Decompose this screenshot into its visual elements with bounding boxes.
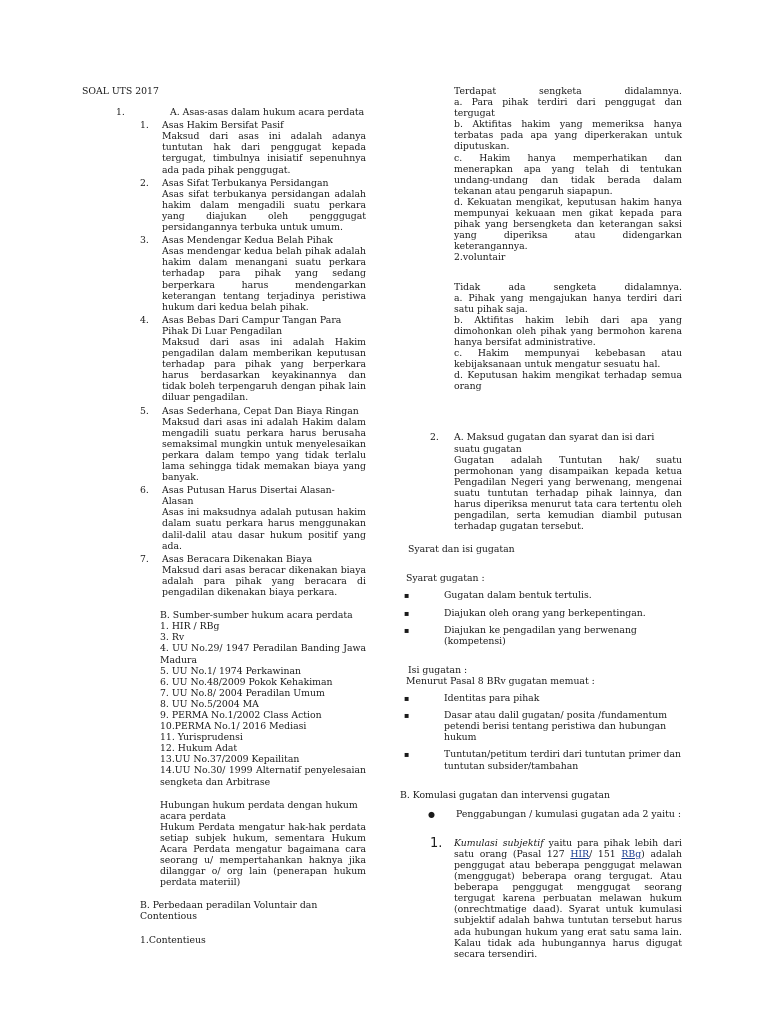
- sumber-item: 1. HIR / RBg: [160, 621, 220, 633]
- asas-item: [82, 485, 366, 552]
- asas-text: Maksud dari asas ini adalah adanya tuntutan hak dari penggugat kepada tergugat, timbulnya inisiatif sepenuhnya ada pada pihak penggugat.: [162, 131, 366, 176]
- word: didalamnya.: [624, 86, 682, 97]
- isi-sub: Menurut Pasal 8 BRv gugatan memuat :: [406, 675, 595, 687]
- asas-number: 2.: [140, 177, 149, 189]
- kumulasi-item: [400, 835, 683, 960]
- asas-body: [162, 554, 366, 598]
- isi-item: [400, 710, 682, 743]
- terdapat-line: [454, 86, 682, 97]
- bullet-icon: ▪: [404, 591, 410, 601]
- ciri-contentious-list: [454, 97, 682, 252]
- perbedaan-heading: B. Perbedaan peradilan Voluntair dan Contentious: [140, 900, 318, 923]
- sumber-item: 11. Yurisprudensi: [160, 732, 243, 744]
- asas-item: [82, 406, 366, 484]
- word: sengketa: [553, 281, 597, 293]
- bullet-icon: ▪: [404, 711, 410, 721]
- asas-text: Maksud dari asas ini adalah Hakim dalam mengadili suatu perkara harus berusaha semaksimal mungkin untuk menyelesaikan perkara dalam tempo yang tidak terlalu lama sehingga tidak memakan biaya yang banyak.: [162, 416, 366, 484]
- asas-text: Asas mendengar kedua belah pihak adalah hakim dalam menangani suatu perkara terhadap para pihak yang sedang berperkara harus mendengarkan keterangan tentang terjadinya peristiwa hukum dari kedua belah pihak.: [162, 246, 366, 313]
- isi-list: [400, 693, 682, 772]
- section-heading: A. Maksud gugatan dan syarat dan isi dari suatu gugatan: [454, 432, 655, 455]
- ciri-item: a. Pihak yang mengajukan hanya terdiri dari satu pihak saja.: [454, 292, 682, 315]
- isi-item: [400, 749, 682, 771]
- asas-number: 1.: [140, 120, 149, 132]
- bullet-icon: ▪: [404, 694, 410, 704]
- right-column: [400, 86, 682, 960]
- ciri-item: c. Hakim mempunyai kebebasan atau kebijaksanaan untuk mengatur sesuatu hal.: [454, 348, 682, 371]
- sumber-item: 12. Hukum Adat: [160, 743, 238, 755]
- kumulasi-text: [454, 838, 682, 960]
- kumulasi-term: Kumulasi subjektif: [454, 837, 544, 849]
- asas-name: Asas Sederhana, Cepat Dan Biaya Ringan: [162, 405, 359, 417]
- asas-name: Asas Putusan Harus Disertai Alasan-Alasan: [162, 485, 335, 508]
- asas-name: Asas Sifat Terbukanya Persidangan: [162, 177, 329, 189]
- sumber-item: 3. Rv: [160, 632, 185, 644]
- asas-body: [162, 406, 366, 484]
- sumber-item: 7. UU No.8/ 2004 Peradilan Umum: [160, 687, 325, 699]
- asas-number: 4.: [140, 314, 149, 326]
- syarat-item-text: Diajukan ke pengadilan yang berwenang (kompetensi): [444, 624, 637, 647]
- asas-body: [162, 120, 366, 175]
- asas-text: Maksud dari asas ini adalah Hakim pengadilan dalam memberikan keputusan terhadap para pihak yang berperkara harus berdasarkan keyakinannya dan tidak boleh terpengaruh dengan pihak lain diluar pengadilan.: [162, 336, 366, 404]
- hubungan-heading: Hubungan hukum perdata dengan hukum acara perdata: [160, 799, 358, 822]
- sumber-item: 9. PERMA No.1/2002 Class Action: [160, 709, 322, 721]
- asas-item: [82, 178, 366, 233]
- kumulasi-number: 1.: [430, 835, 443, 851]
- syarat-item: [400, 608, 682, 619]
- syarat-list: [400, 590, 682, 646]
- asas-name: Asas Bebas Dari Campur Tangan Para Pihak Di Luar Pengadilan: [162, 314, 342, 337]
- asas-body: [162, 235, 366, 313]
- ciri-voluntair-list: [454, 293, 682, 393]
- ciri-item: d. Keputusan hakim mengikat terhadap semua orang: [454, 370, 682, 393]
- asas-body: [162, 178, 366, 233]
- isi-item-text: Dasar atau dalil gugatan/ posita /fundamentum petendi berisi tentang peristiwa dan hubungan hukum: [444, 710, 668, 744]
- sumber-item: 13.UU No.37/2009 Kepailitan: [160, 754, 300, 766]
- tidak-ada-line: [454, 282, 682, 293]
- syarat-item: [400, 590, 682, 601]
- asas-name: Asas Beracara Dikenakan Biaya: [162, 553, 313, 565]
- bullet-icon: ▪: [404, 750, 410, 760]
- penggabungan-text: Penggabungan / kumulasi gugatan ada 2 yaitu :: [456, 808, 681, 820]
- contentious-label: 1.Contentieus: [140, 934, 206, 946]
- asas-number: 7.: [140, 553, 149, 565]
- asas-text: Asas ini maksudnya adalah putusan hakim dalam suatu perkara harus menggunakan dalil-dalil atau dasar hukum positif yang ada.: [162, 507, 366, 552]
- document-title: SOAL UTS 2017: [82, 86, 159, 97]
- sumber-item: 8. UU No.5/2004 MA: [160, 698, 259, 710]
- syarat-item-text: Diajukan oleh orang yang berkepentingan.: [444, 607, 646, 619]
- asas-item: [82, 554, 366, 598]
- bullet-icon: ▪: [404, 608, 410, 618]
- isi-item-text: Identitas para pihak: [444, 693, 540, 705]
- section-2-heading: [400, 432, 682, 454]
- hubungan-section: [82, 800, 366, 889]
- hir-link[interactable]: HIR: [570, 848, 590, 860]
- ciri-item: a. Para pihak terdiri dari penggugat dan tergugat: [454, 97, 682, 120]
- word: sengketa: [539, 86, 582, 97]
- ciri-item: b. Aktifitas hakim yang memeriksa hanya terbatas pada apa yang diperkerakan untuk diputuskan.: [454, 119, 682, 153]
- ciri-item: d. Kekuatan mengikat, keputusan hakim hanya mempunyai kekuaan men gikat kepada para pihak yang bersengketa dan keterangan saksi yang diperiksa atau didengarkan keterangannya.: [454, 196, 682, 253]
- isi-item: [400, 693, 682, 704]
- section-1-heading: [82, 107, 366, 118]
- sumber-list: [160, 621, 366, 787]
- bullet-icon: ▪: [404, 625, 410, 635]
- word: ada: [508, 281, 526, 293]
- word: Terdapat: [454, 86, 497, 97]
- contentious-block: [400, 86, 682, 392]
- asas-number: 5.: [140, 405, 149, 417]
- asas-number: 3.: [140, 235, 149, 247]
- asas-item: [82, 315, 366, 404]
- sumber-section: [82, 610, 366, 788]
- syarat-isi-heading: Syarat dan isi gugatan: [408, 544, 515, 556]
- sumber-item: 10.PERMA No.1/ 2016 Mediasi: [160, 721, 307, 733]
- section-number: 2.: [430, 432, 439, 444]
- isi-item-text: Tuntutan/petitum terdiri dari tuntutan primer dan tuntutan subsider/tambahan: [444, 749, 682, 772]
- word: Tidak: [454, 281, 481, 293]
- asas-list: [82, 120, 366, 598]
- asas-text: Maksud dari asas beracar dikenakan biaya adalah para pihak yang beracara di pengadilan dikenakan biaya perkara.: [162, 564, 366, 599]
- asas-body: [162, 315, 366, 404]
- isi-label: Isi gugatan :: [408, 664, 468, 676]
- sumber-heading: B. Sumber-sumber hukum acara perdata: [160, 610, 353, 622]
- asas-item: [82, 120, 366, 175]
- sumber-item: 5. UU No.1/ 1974 Perkawinan: [160, 665, 302, 677]
- kumulasi-text-part: ) adalah penggugat atau beberapa penggugat melawan (menggugat) beberapa orang tergugat. Atau beberapa penggugat menggugat seorang tergugat karena perbuatan melawan hukum (onrechtmatige daad). Syarat untuk kumulasi subjektif adalah bahwa tuntutan tersebut harus ada hubungan hukum yang erat satu sama lain. Kalau tidak ada hubungannya harus digugat secara tersendiri.: [454, 848, 683, 960]
- asas-name: Asas Mendengar Kedua Belah Pihak: [162, 235, 333, 247]
- voluntair-label: 2.voluntair: [454, 252, 506, 264]
- section-heading: A. Asas-asas dalam hukum acara perdata: [170, 107, 365, 119]
- sumber-item: 6. UU No.48/2009 Pokok Kehakiman: [160, 676, 333, 688]
- section-number: 1.: [116, 107, 125, 119]
- ciri-item: c. Hakim hanya memperhatikan dan menerapkan apa yang telah di tentukan undang-undang dan tidak berada dalam tekanan atau pengaruh siapapun.: [454, 152, 682, 197]
- asas-body: [162, 485, 366, 552]
- syarat-label: Syarat gugatan :: [406, 573, 485, 585]
- syarat-item: [400, 625, 682, 647]
- sumber-item: 4. UU No.29/ 1947 Peradilan Banding Jawa Madura: [160, 643, 366, 666]
- sumber-item: 14.UU No.30/ 1999 Alternatif penyelesaian sengketa dan Arbitrase: [160, 765, 366, 788]
- bullet-icon: ●: [428, 809, 435, 819]
- asas-number: 6.: [140, 485, 149, 497]
- kumulasi-text-part: yaitu para pihak lebih dari satu orang (Pasal 127: [454, 837, 682, 860]
- left-column: [82, 86, 366, 946]
- penggabungan-item: [400, 809, 682, 820]
- asas-name: Asas Hakim Bersifat Pasif: [162, 120, 284, 132]
- hubungan-text: Hukum Perdata mengatur hak-hak perdata setiap subjek hukum, sementara Hukum Acara Perdata mengatur bagaimana cara seorang u/ mempertahankan haknya jika dilanggar o/ org lain (penerapan hukum perdata materiil): [160, 821, 366, 889]
- asas-item: [82, 235, 366, 313]
- word: didalamnya.: [624, 281, 682, 293]
- kumulasi-text-part: / 151: [589, 848, 622, 860]
- rbg-link[interactable]: RBg: [621, 848, 642, 860]
- ciri-item: b. Aktifitas hakim lebih dari apa yang dimohonkan oleh pihak yang bermohon karena hanya bersifat administrative.: [454, 314, 682, 348]
- gugatan-definition: Gugatan adalah Tuntutan hak/ suatu permohonan yang disampaikan kepada ketua Pengadilan Negeri yang berwenang, mengenai suatu tuntutan terhadap pihak lainnya, dan harus diperiksa menurut tata cara tertentu oleh pengadilan, serta kemudian diambil putusan terhadap gugatan tersebut.: [454, 454, 682, 533]
- syarat-item-text: Gugatan dalam bentuk tertulis.: [444, 590, 592, 602]
- komulasi-heading: B. Komulasi gugatan dan intervensi gugatan: [400, 789, 610, 801]
- asas-text: Asas sifat terbukanya persidangan adalah hakim dalam mengadili suatu perkara yang diajukan oleh pengggugat persidangannya terbuka untuk umum.: [162, 188, 366, 234]
